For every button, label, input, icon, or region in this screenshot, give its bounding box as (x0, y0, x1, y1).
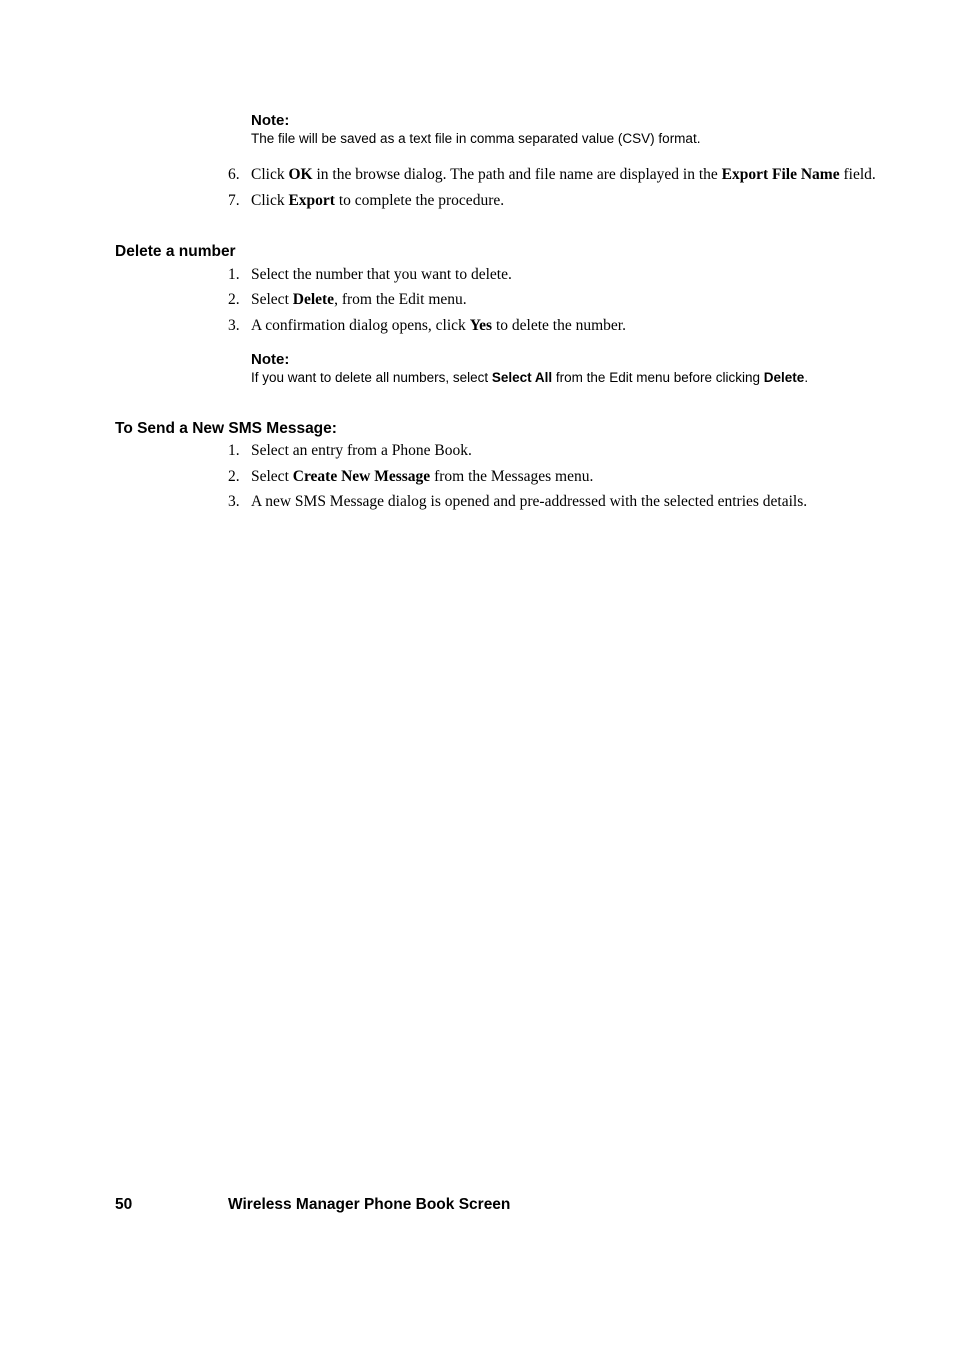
note-text: The file will be saved as a text file in comma separated value (CSV) format. (251, 131, 701, 146)
step-number: 2. (228, 468, 240, 485)
csv-note (251, 112, 700, 148)
note-title: Note: (251, 351, 290, 368)
step-number: 2. (228, 291, 240, 308)
step-number: 1. (228, 266, 240, 283)
step-text: Select Create New Message from the Messages menu. (251, 468, 594, 485)
step-text: Click Export to complete the procedure. (251, 192, 505, 209)
delete-note (251, 351, 808, 387)
page-number: 50 (115, 1196, 133, 1213)
step-text: A new SMS Message dialog is opened and pre-addressed with the selected entries details. (251, 493, 808, 510)
step-number: 6. (228, 166, 240, 183)
step-text: Click OK in the browse dialog. The path and file name are displayed in the Export File Name field. (251, 166, 876, 183)
step-text: Select an entry from a Phone Book. (251, 442, 472, 459)
step-text: Select the number that you want to delete. (251, 266, 512, 283)
step-text: Select Delete, from the Edit menu. (251, 291, 467, 308)
step-number: 1. (228, 442, 240, 459)
step-number: 3. (228, 317, 240, 334)
section-heading-sms: To Send a New SMS Message: (115, 420, 337, 437)
chapter-title: Wireless Manager Phone Book Screen (228, 1196, 511, 1213)
note-text: If you want to delete all numbers, select Select All from the Edit menu before clicking Delete. (251, 370, 809, 385)
step-number: 3. (228, 493, 240, 510)
step-number: 7. (228, 192, 240, 209)
section-heading-delete: Delete a number (115, 243, 236, 260)
note-title: Note: (251, 112, 290, 129)
step-text: A confirmation dialog opens, click Yes to delete the number. (251, 317, 626, 334)
